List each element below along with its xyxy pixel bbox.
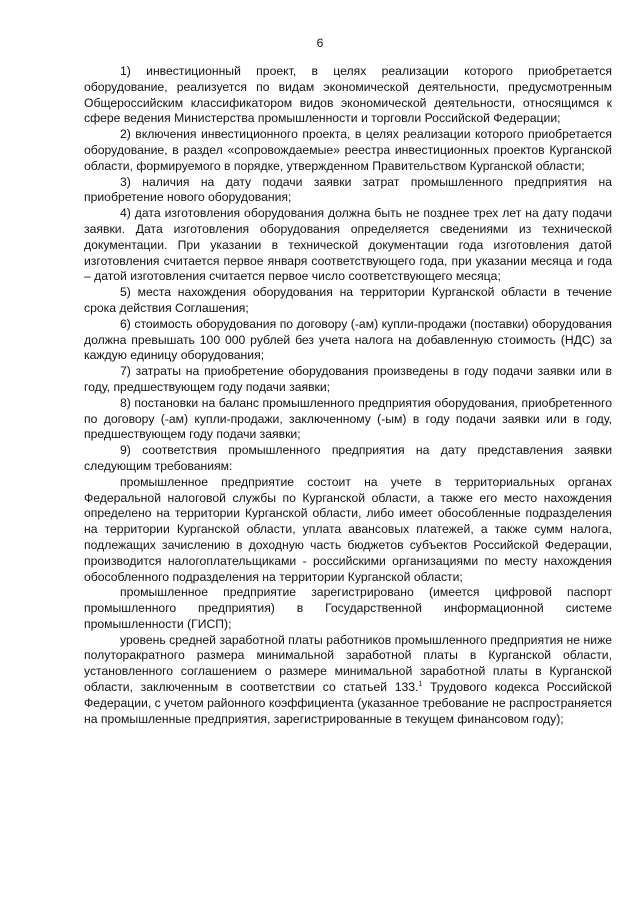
requirement-tax-registration: промышленное предприятие состоит на учете в территориальных органах Федеральной налоговой службы по Курганской области, а также его место нахождения определено на территории Курганской области, либо имеет обособленные подразделения на территории Курганской области, уплата авансовых платежей, а также сумм налога, подлежащих зачислению в доходную часть бюджетов субъектов Российской Федерации, производится налогоплательщиками - российскими организациями по месту нахождения обособленного подразделения на территории Курганской области; (84, 474, 612, 584)
salary-text-start: уровень средней заработной платы работников промышленного предприятия не ниже полуторакратного размера минимальной заработной платы в Курганской области, установленного соглашением о размере минимальной заработной платы в Курганской области, заключенным в соответствии со статьей 133. (84, 632, 612, 695)
paragraph-item-8: 8) постановки на баланс промышленного предприятия оборудования, приобретенного по договору (-ам) купли-продажи, заключенному (-ым) в году подачи заявки или в году, предшествующем году подачи заявки; (84, 395, 612, 442)
requirement-gisp-registration: промышленное предприятие зарегистрировано (имеется цифровой паспорт промышленного предприятия) в Государственной информационной системе промышленности (ГИСП); (84, 585, 612, 631)
paragraph-item-9: 9) соответствия промышленного предприятия на дату представления заявки следующим требованиям: (84, 443, 612, 473)
salary-text-end: Трудового кодекса Российской Федерации, с учетом районного коэффициента (указанное требование не распространяется на промышленные предприятия, зарегистрированные в текущем финансовом году); (84, 680, 612, 726)
paragraph-item-5: 5) места нахождения оборудования на территории Курганской области в течение срока действия Соглашения; (84, 285, 612, 315)
article-superscript: 1 (418, 681, 423, 689)
paragraph-item-2: 2) включения инвестиционного проекта, в целях реализации которого приобретается оборудование, в раздел «сопровождаемые» реестра инвестиционных проектов Курганской области, формируемого в порядке, утвержденном Правительством Курганской области; (84, 127, 612, 173)
document-body (84, 64, 612, 727)
paragraph-item-1: 1) инвестиционный проект, в целях реализации которого приобретается оборудование, реализуется по видам экономической деятельности, предусмотренным Общероссийским классификатором видов экономической деятельности, относящимся к сфере ведения Министерства промышленности и торговли Российской Федерации; (84, 64, 612, 126)
page-number: 6 (316, 36, 324, 50)
paragraph-item-4: 4) дата изготовления оборудования должна быть не позднее трех лет на дату подачи заявки. Дата изготовления оборудования определяется сведениями из технической документации. При указании в технической документации года изготовления датой изготовления считается первое января соответствующего года, при указании месяца и года – датой изготовления считается первое число соответствующего месяца; (84, 206, 612, 284)
paragraph-item-6: 6) стоимость оборудования по договору (-ам) купли-продажи (поставки) оборудования должна превышать 100 000 рублей без учета налога на добавленную стоимость (НДС) за каждую единицу оборудования; (84, 316, 612, 363)
requirement-salary-level (84, 633, 612, 728)
paragraph-item-7: 7) затраты на приобретение оборудования произведены в году подачи заявки или в году, предшествующем году подачи заявки; (84, 364, 612, 394)
paragraph-item-3: 3) наличия на дату подачи заявки затрат промышленного предприятия на приобретение нового оборудования; (84, 174, 612, 205)
